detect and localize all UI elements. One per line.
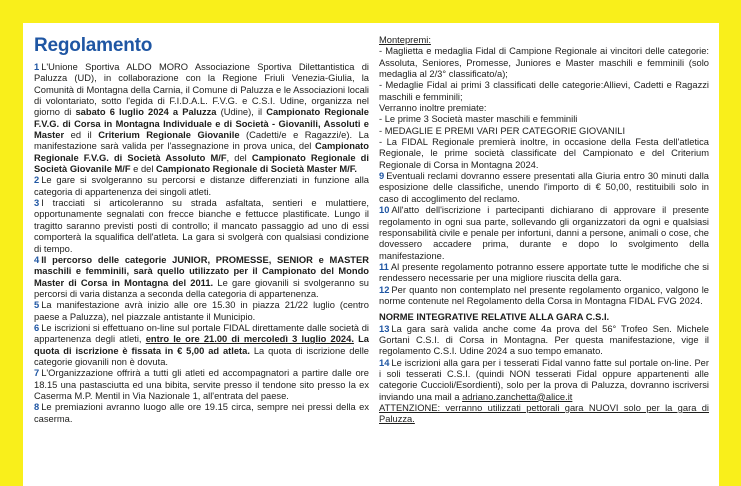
paragraph-number: 6 [34, 322, 40, 333]
text-bold: sabato 6 luglio 2024 a Paluzza [75, 107, 217, 118]
paragraph-number: 11 [379, 261, 389, 272]
text: L'Organizzazione offrirà a tutti gli atleti ed accompagnatori a partire dalle ore 18.15 una pastasciutta ed una bibita, servite presso il tendone sito presso la ex Caserma M.P. Mentil in Via Nazionale 1, all'entrata del paese. [34, 368, 369, 401]
paragraph-1 [34, 62, 369, 175]
text: La quota di iscrizione delle categorie giovanili non è dovuta. [34, 345, 369, 367]
paragraph-2 [34, 175, 369, 198]
paragraph-number: 13 [379, 323, 390, 334]
page-title: Regolamento [34, 35, 153, 56]
paragraph-number: 10 [379, 205, 390, 216]
paragraph-3 [34, 198, 369, 255]
prize-line: - Maglietta e medaglia Fidal di Campione Regionale ai vincitori delle categorie: Assoluta, Seniores, Promesse, Juniores e Master maschili e femminili (solo medaglia al 2/3° classificato/a); [379, 46, 709, 80]
text-bold: Campionato Regionale di Società Giovanile M/F [34, 152, 369, 175]
paragraph-number: 2 [34, 175, 40, 186]
text-bold: Campionato Regionale F.V.G. di Società Assoluto M/F [34, 141, 369, 163]
text: ed il [64, 130, 99, 141]
paragraph-12 [379, 285, 709, 308]
text-bold: Criterium Regionale Giovanile [98, 130, 240, 141]
left-column [34, 36, 369, 425]
right-column [379, 35, 709, 426]
text-bold: Campionato Regionale F.V.G. di Corsa in Montagna Individuale e di Società - Giovanili, Assoluti e Master [34, 107, 369, 141]
text: La gara sarà valida anche come 4a prova del 56° Trofeo Sen. Michele Gortani C.S.I. di Corsa in Montagna. Per questa manifestazione, vige il regolamento C.S.I. Udine 2024 a suo tempo emanato. [379, 323, 709, 357]
paragraph-8 [34, 402, 369, 425]
paragraph-7 [34, 368, 369, 402]
paragraph-number: 9 [379, 171, 385, 182]
text-bold: Campionato Regionale di Società Master M/F. [156, 164, 357, 175]
text: (Cadetti/e e Ragazzi/e). La manifestazione sarà valida per l'assegnazione in prova unica, del [34, 130, 369, 152]
attention-note [379, 403, 709, 426]
paragraph-number: 12 [379, 284, 390, 295]
text: Al presente regolamento potranno essere apportate tutte le modifiche che si rendessero necessarie per una migliore riuscita della gara. [379, 261, 709, 284]
prize-line: - Medaglie Fidal ai primi 3 classificati delle categorie:Allievi, Cadetti e Ragazzi maschili e femminili; [379, 80, 709, 102]
text: Per quanto non contemplato nel presente regolamento organico, valgono le norme contenute nel Regolamento della Corsa in Montagna FIDAL FVG 2024. [379, 284, 709, 306]
paragraph-number: 14 [379, 357, 390, 368]
paragraph-4 [34, 255, 369, 300]
text: , del [226, 152, 252, 163]
prize-line: - MEDAGLIE E PREMI VARI PER CATEGORIE GIOVANILI [379, 125, 626, 136]
text: (Udine), il [216, 107, 267, 118]
text: Le iscrizioni alla gara per i tesserati Fidal vanno fatte sul portale on-line. Per i soli tesserati C.S.I. (quindi NON tesserati Fidal oppure appartenenti alle categorie Cuccioli/Esordienti), solo per la prova di Paluzza, dovranno iscriversi inviando una mail a [379, 357, 709, 402]
paragraph-number: 4 [34, 254, 40, 265]
text: e del [130, 164, 157, 175]
text: Le premiazioni avranno luogo alle ore 19.15 circa, sempre nei pressi della ex caserma. [34, 402, 369, 424]
email-address: adriano.zanchetta@alice.it [462, 391, 573, 402]
prize-line: Verranno inoltre premiate: [379, 103, 487, 114]
paragraph-13 [379, 324, 709, 358]
paragraph-6 [34, 323, 369, 368]
text: La manifestazione avrà inizio alle ore 15.30 in piazza 21/22 luglio (centro paese a Paluzza), nel piazzale antistante il Municipio. [34, 300, 369, 322]
paragraph-number: 5 [34, 300, 40, 311]
paragraph-number: 8 [34, 402, 40, 413]
text-bold: Il percorso delle categorie JUNIOR, PROMESSE, SENIOR e MASTER maschili e femminili, sarà quello utilizzato per il [34, 254, 369, 277]
prize-line: - La FIDAL Regionale premierà inoltre, in occasione della Festa dell'atletica Regionale, le prime società classificate del Campionato e del Criterium Regionale di Corsa in Montagna 2024. [379, 137, 709, 170]
text: Le iscrizioni si effettuano on-line sul portale FIDAL direttamente dalle società di appartenenza degli atleti, [34, 322, 369, 345]
paragraph-9 [379, 171, 709, 205]
text-bold-underlined: entro le ore 21.00 di mercoledì 3 luglio 2024. [145, 334, 354, 345]
text-bold: Campionato del Mondo Master di Corsa in Montagna del 2011. [34, 266, 369, 288]
paragraph-number: 1 [34, 62, 40, 72]
text-underlined: ATTENZIONE: verranno utilizzati pettorali gara NUOVI solo per la gara di Paluzza. [379, 403, 709, 425]
text-underlined: Montepremi: [379, 35, 431, 45]
text: Le gare si svolgeranno su percorsi e distanze differenziati in funzione alla categoria di appartenenza dei singoli atleti. [34, 175, 369, 197]
montepremi-heading [379, 35, 709, 46]
csi-section-heading: NORME INTEGRATIVE RELATIVE ALLA GARA C.S.I. [379, 312, 610, 323]
paragraph-10 [379, 205, 709, 262]
paragraph-14 [379, 358, 709, 403]
paragraph-5 [34, 300, 369, 323]
regulation-sheet [23, 23, 719, 486]
paragraph-number: 7 [34, 368, 40, 379]
paragraph-number: 3 [34, 198, 40, 209]
text-bold: La quota di iscrizione è fissata in € 5,00 ad atleta. [34, 334, 369, 356]
text: L'Unione Sportiva ALDO MORO Associazione Sportiva Dilettantistica di Paluzza (UD), in collaborazione con la Regione Friuli Venezia-Giulia, la Comunità di Montagna della Carnia, il Comune di Paluzza e le Associazioni locali di volontariato, sotto l'egida di F.I.D.A.L. F.V.G. e C.S.I. Udine, organizza nel giorno di [34, 62, 369, 118]
paragraph-11 [379, 262, 709, 285]
text: Eventuali reclami dovranno essere presentati alla Giuria entro 30 minuti dalla esposizione delle classifiche, unendo l'importo di € 50,00, restituibili solo in caso di accoglimento del reclamo. [379, 171, 709, 204]
text: All'atto dell'iscrizione i partecipanti dichiarano di approvare il presente regolamento in ogni sua parte, sollevando gli organizzatori da ogni e qualsiasi responsabilità civile e penale per infortuni, danni a persone, animali o cose, che dovessero accadere prima, durante e dopo lo svolgimento della manifestazione. [379, 205, 709, 261]
prize-line: - Le prime 3 Società master maschili e femminili [379, 114, 578, 125]
text: I tracciati si articoleranno su strada asfaltata, sentieri e mulattiere, opportunamente segnalati con frecce bianche e fettucce plastificate. Lungo il tragitto saranno previsti posti di controllo; il mancato passaggio ad uno di essi comporterà la squalifica dell'atleta. La gara si svolgerà con qualsiasi condizione di tempo. [34, 198, 369, 254]
text: Le gare giovanili si svolgeranno su percorsi di varia distanza a seconda della categoria di appartenenza. [34, 277, 369, 299]
